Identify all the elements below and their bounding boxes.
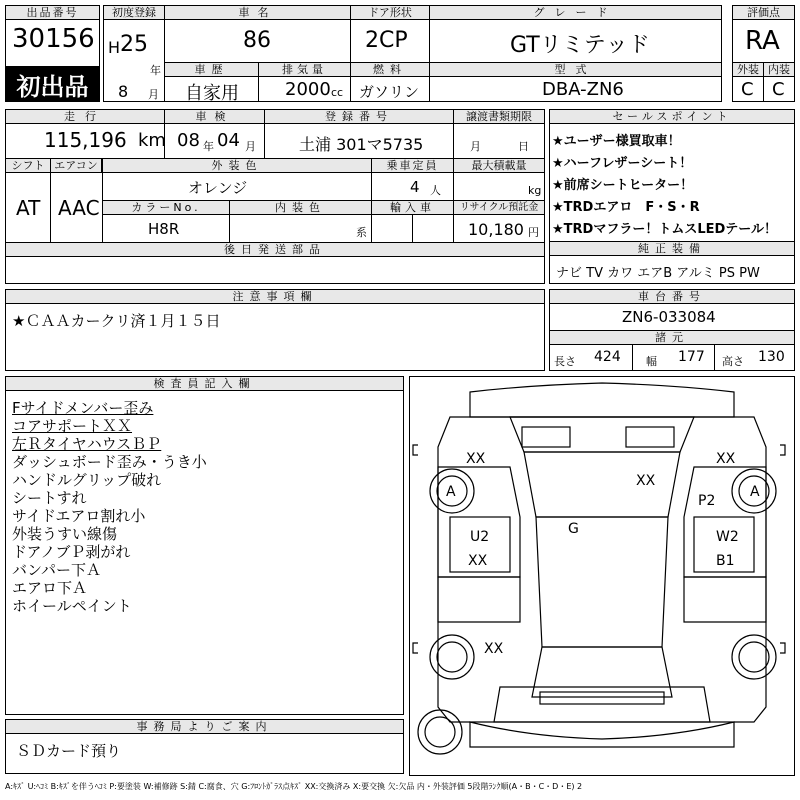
chassis-label: 車台番号 [549, 289, 795, 304]
sales-point-item: ★ユーザー様買取車！ [552, 134, 681, 149]
damage-mark: G [568, 521, 579, 537]
fuel-label: 燃料 [350, 62, 430, 77]
damage-mark: XX [636, 473, 656, 489]
model-label: 型式 [429, 62, 722, 77]
car-name: 86 [243, 28, 271, 53]
length: 424 [594, 349, 621, 365]
windshield [524, 452, 680, 517]
fuel: ガソリン [359, 83, 420, 101]
exterior-color: オレンジ [188, 179, 248, 197]
inspector-line: シートすれ [12, 489, 87, 507]
inspection-label: 車検 [164, 109, 265, 124]
interior-label: 内装 [763, 62, 795, 77]
inspector-line: Fサイドメンバー歪み [12, 399, 154, 417]
load-label: 最大積載量 [453, 158, 545, 173]
left-rear-quarter [438, 577, 520, 622]
door-type: 2CP [365, 28, 408, 53]
equipment-label: 純正装備 [549, 241, 795, 256]
score-label: 評価点 [732, 5, 795, 20]
inspector-line: バンパー下Ａ [12, 561, 101, 579]
score-box [732, 5, 795, 63]
car-name-box [164, 5, 351, 63]
office-box [5, 719, 404, 774]
first-registration-label: 初度登録 [103, 5, 165, 20]
reg-month: 8 [118, 82, 129, 101]
score: RA [745, 26, 780, 56]
damage-mark: XX [484, 641, 504, 657]
shift: AT [16, 196, 41, 220]
inspection-box [164, 109, 265, 159]
windshield-left [522, 427, 570, 447]
inspection-year-unit: 年 [203, 140, 214, 153]
sales-point-item: ★TRDマフラー！トムスLEDテール！ [552, 222, 778, 237]
inspection-year: 08 [177, 130, 200, 151]
interior-box [763, 62, 795, 102]
inspector-line: エアロ下Ａ [12, 579, 88, 597]
mileage-box [5, 109, 165, 159]
inspection-month-unit: 月 [245, 140, 256, 153]
height-label: 高さ [722, 355, 744, 368]
chassis-number: ZN6-033084 [622, 308, 716, 326]
front-bumper [470, 383, 734, 417]
inspector-line: ドアノブＰ剥がれ [12, 543, 131, 561]
transfer-day-unit: 日 [518, 140, 529, 153]
reg-year-unit: 年 [150, 64, 161, 77]
displacement: 2000 [285, 79, 331, 100]
interior-grade: C [772, 79, 785, 100]
inspector-line: コアサポートＸＸ [12, 417, 133, 435]
door-box [350, 5, 430, 63]
inspector-line: ホイールペイント [12, 597, 132, 615]
inspector-line: ハンドルグリップ破れ [12, 471, 162, 489]
ac-label: エアコン [50, 158, 102, 173]
shift-label: シフト [5, 158, 51, 173]
lot-number: 30156 [12, 24, 95, 54]
first-listing-badge [5, 66, 100, 102]
model: DBA-ZN6 [542, 79, 624, 100]
height: 130 [758, 349, 785, 365]
inspector-line: サイドエアロ割れ小 [12, 507, 146, 525]
damage-mark: U2 [470, 529, 490, 545]
notes-text: ★ＣＡＡカークリ済１月１５日 [12, 312, 221, 330]
plate-number: 土浦 301マ5735 [299, 135, 424, 154]
capacity-label: 乗車定員 [371, 158, 454, 173]
width-label: 幅 [646, 355, 657, 368]
import-label: 輸入車 [371, 200, 454, 215]
transfer-month-unit: 月 [470, 140, 481, 153]
fuel-box [350, 62, 430, 102]
transfer-box [453, 109, 545, 159]
rear-window [532, 647, 672, 697]
sales-points-box [549, 109, 795, 242]
capacity: 4 [410, 178, 420, 196]
sales-point-item: ★前席シートヒーター！ [552, 178, 694, 193]
car-diagram [409, 376, 795, 776]
rear-bumper [470, 722, 734, 747]
chassis-box [549, 289, 795, 371]
lot-number-box [5, 5, 100, 67]
office-label: 事務局よりご案内 [5, 719, 404, 734]
inspector-line: 左ＲタイヤハウスＢＰ [12, 435, 162, 453]
displacement-label: 排気量 [258, 62, 351, 77]
sales-point-item: ★TRDエアロ F・S・R [552, 200, 700, 215]
notes-label: 注意事項欄 [5, 289, 545, 304]
damage-mark: A [750, 484, 760, 500]
car-outline [410, 377, 794, 775]
damage-mark: W2 [716, 529, 739, 545]
reg-month-unit: 月 [148, 88, 159, 101]
recycle-unit: 円 [528, 226, 539, 239]
plate-label: 登録番号 [264, 109, 454, 124]
later-parts-label: 後日発送部品 [5, 242, 545, 257]
transfer-label: 譲渡書類期限 [453, 109, 545, 124]
plate-box [264, 109, 454, 159]
capacity-unit: 人 [430, 184, 441, 197]
damage-mark: B1 [716, 553, 735, 569]
history-box [164, 62, 259, 102]
exterior-box [732, 62, 764, 102]
grade: GTリミテッド [510, 33, 650, 58]
damage-mark: XX [466, 451, 486, 467]
ac: AAC [58, 196, 100, 220]
era: H [108, 38, 121, 57]
grade-label: グレード [429, 5, 722, 20]
color-number: H8R [148, 220, 180, 238]
equipment-box [549, 241, 795, 284]
interior-color-label: 内装色 [229, 200, 372, 215]
lot-number-label: 出品番号 [5, 5, 100, 20]
damage-mark: P2 [698, 493, 716, 509]
displacement-unit: cc [331, 86, 344, 99]
damage-mark: A [446, 484, 456, 500]
door-label: ドア形状 [350, 5, 430, 20]
right-rear-quarter [684, 577, 766, 622]
inspection-month: 04 [217, 130, 240, 151]
history: 自家用 [185, 83, 239, 104]
inspector-label: 検査員記入欄 [5, 376, 404, 391]
reg-year: 25 [120, 32, 148, 57]
model-box [429, 62, 722, 102]
sales-point-item: ★ハーフレザーシート！ [552, 156, 693, 171]
grade-box [429, 5, 722, 63]
rear-panel [540, 692, 664, 704]
mileage-unit: km [138, 130, 166, 151]
roof [536, 517, 668, 647]
exterior-grade: C [741, 79, 754, 100]
damage-mark: XX [716, 451, 736, 467]
first-listing-text: 初出品 [16, 72, 89, 101]
color-label: 外装色 [102, 158, 372, 173]
first-registration-box [103, 5, 165, 102]
specs-block [5, 158, 545, 284]
mileage: 115,196 [44, 128, 127, 152]
length-label: 長さ [554, 355, 576, 368]
exterior-label: 外装 [732, 62, 764, 77]
inspector-line: ダッシュボード歪み・うき小 [12, 453, 207, 471]
width: 177 [678, 349, 705, 365]
load-unit: kg [528, 184, 542, 197]
damage-mark: XX [468, 553, 488, 569]
notes-box [5, 289, 545, 371]
displacement-box [258, 62, 351, 102]
equipment: ナビ TV カワ エアB アルミ PS PW [556, 266, 760, 281]
mileage-label: 走行 [5, 109, 165, 124]
legend: A:ｷｽﾞ U:ﾍｺﾐ B:ｷｽﾞを伴うﾍｺﾐ P:要塗装 W:補修跡 S:錆 C:腐食、穴 G:ﾌﾛﾝﾄｶﾞﾗｽ点ｷｽﾞ XX:交換済み X:要交換 欠:欠品 内・外装評価 5段階ﾗﾝｸ順(A・B・C・D・E) 2 [5, 782, 583, 791]
car-name-label: 車名 [164, 5, 351, 20]
recycle-label: リサイクル預託金 [453, 200, 545, 215]
inspector-line: 外装うすい線傷 [12, 525, 118, 543]
interior-color-unit: 系 [356, 226, 367, 239]
history-label: 車歴 [164, 62, 259, 77]
windshield-right [626, 427, 674, 447]
sales-points-label: セールスポイント [549, 109, 795, 124]
inspector-box [5, 376, 404, 715]
color-no-label: カラーNo. [102, 200, 230, 215]
office-text: ＳＤカード預り [16, 742, 122, 760]
recycle-fee: 10,180 [468, 220, 524, 239]
dims-label: 諸元 [549, 330, 795, 345]
